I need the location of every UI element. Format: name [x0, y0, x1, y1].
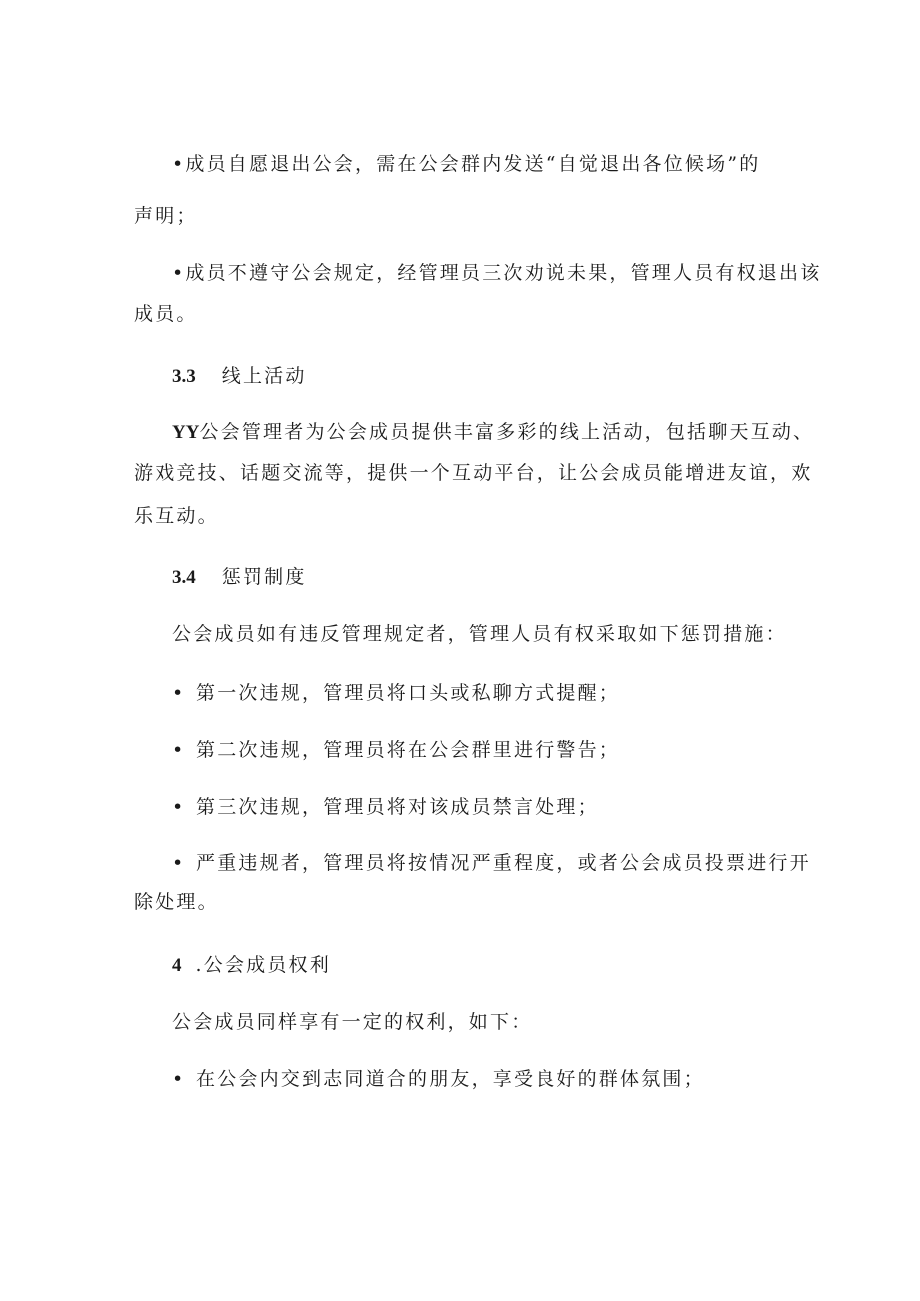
list-item: • 第一次违规，管理员将口头或私聊方式提醒；	[172, 682, 621, 704]
paragraph-online-activities-line3: 乐互动。	[134, 505, 219, 527]
section-number: 3.4	[172, 567, 196, 588]
paragraph-penalty-intro: 公会成员如有违反管理规定者，管理人员有权采取如下惩罚措施：	[172, 623, 787, 645]
paragraph-online-activities-line1: YY公会管理者为公会成员提供丰富多彩的线上活动，包括聊天互动、	[172, 421, 815, 443]
paragraph-forced-exit-line2: 成员。	[134, 303, 198, 325]
list-item-continuation: 除处理。	[134, 891, 219, 913]
paragraph-forced-exit-line1: •成员不遵守公会规定，经管理员三次劝说未果，管理人员有权退出该	[172, 262, 822, 284]
section-title: 线上活动	[221, 365, 307, 387]
list-item: • 严重违规者，管理员将按情况严重程度，或者公会成员投票进行开	[172, 852, 811, 874]
bullet-icon: •	[172, 796, 184, 818]
paragraph-voluntary-exit-line1: •成员自愿退出公会，需在公会群内发送“自觉退出各位候场”的	[172, 153, 761, 175]
bullet-icon: •	[172, 1068, 184, 1090]
section-heading-3-3	[172, 364, 307, 389]
section-heading-4	[172, 953, 331, 978]
bullet-icon: •	[172, 852, 184, 874]
section-title: 惩罚制度	[221, 566, 307, 588]
list-item: • 在公会内交到志同道合的朋友，享受良好的群体氛围；	[172, 1068, 705, 1090]
section-heading-3-4	[172, 565, 307, 590]
brand-text: YY	[172, 422, 200, 443]
section-number: 4	[172, 955, 182, 976]
paragraph-voluntary-exit-line2: 声明；	[134, 205, 198, 227]
list-item: • 第三次违规，管理员将对该成员禁言处理；	[172, 796, 599, 818]
list-item: • 第二次违规，管理员将在公会群里进行警告；	[172, 739, 621, 761]
bullet-icon: •	[172, 682, 184, 704]
paragraph-member-rights-intro: 公会成员同样享有一定的权利，如下：	[172, 1011, 533, 1033]
section-number: 3.3	[172, 366, 196, 387]
bullet-icon: •	[172, 739, 184, 761]
paragraph-online-activities-line2: 游戏竞技、话题交流等，提供一个互动平台，让公会成员能增进友谊，欢	[134, 462, 813, 484]
section-title: .公会成员权利	[195, 954, 331, 976]
